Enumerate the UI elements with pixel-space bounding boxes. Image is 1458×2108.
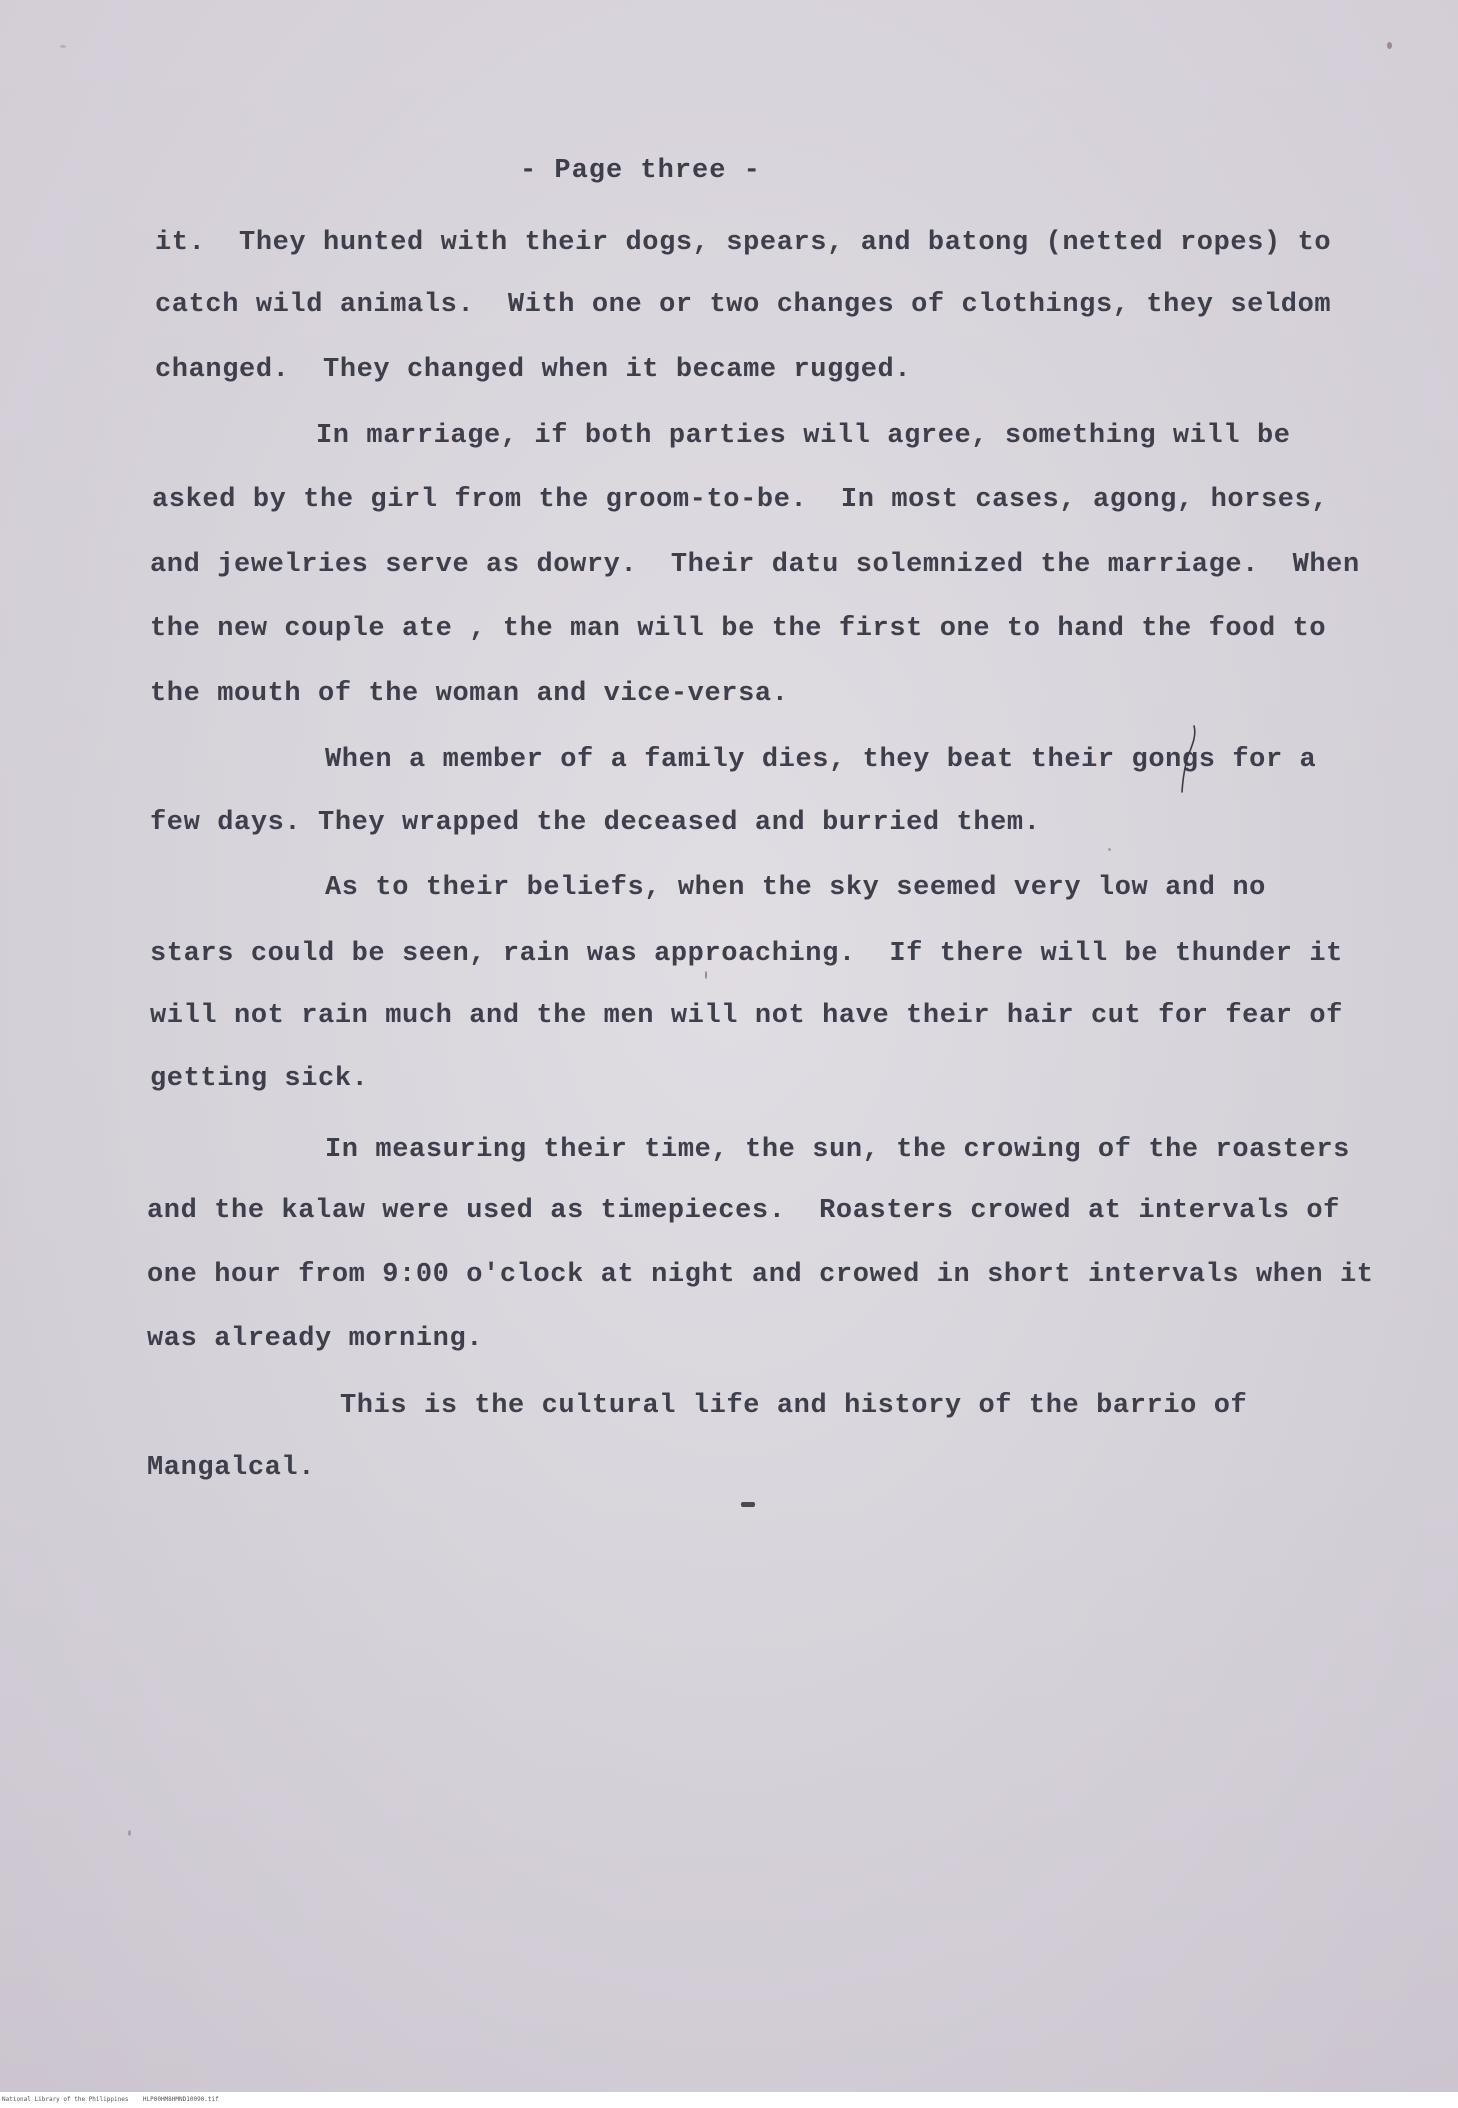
paper-speck [705,971,707,979]
text-line: the new couple ate , the man will be the first one to hand the food to [150,614,1327,644]
text-line: This is the cultural life and history of the barrio of [340,1391,1248,1421]
page-title: - Page three - [520,156,761,186]
text-line: stars could be seen, rain was approaching. If there will be thunder it [150,939,1343,969]
stray-mark [741,1502,755,1507]
text-line: the mouth of the woman and vice-versa. [150,679,789,709]
text-line: In marriage, if both parties will agree, something will be [316,421,1291,451]
text-line: will not rain much and the men will not have their hair cut for fear of [150,1001,1343,1031]
text-line: Mangalcal. [147,1453,316,1483]
paper-speck [128,1830,131,1836]
text-line: changed. They changed when it became rugged. [155,355,912,385]
paper-speck [60,45,66,48]
paper-speck [1108,848,1111,851]
footer-caption: National Library of the Philippines HLP00HM8HMND10090.tif [2,2096,219,2103]
text-line: was already morning. [147,1324,484,1354]
text-line: and the kalaw were used as timepieces. Roasters crowed at intervals of [147,1196,1340,1226]
text-line: When a member of a family dies, they beat their gongs for a [325,745,1317,775]
paper-speck [1387,42,1392,49]
text-line: it. They hunted with their dogs, spears, and batong (netted ropes) to [155,228,1332,258]
text-line: getting sick. [150,1064,369,1094]
text-line: and jewelries serve as dowry. Their datu solemnized the marriage. When [150,550,1360,580]
text-line: asked by the girl from the groom-to-be. In most cases, agong, horses, [152,485,1329,515]
pen-mark-icon [1179,724,1199,796]
text-line: catch wild animals. With one or two changes of clothings, they seldom [155,290,1332,320]
text-line: In measuring their time, the sun, the crowing of the roasters [325,1135,1350,1165]
text-line: one hour from 9:00 o'clock at night and crowed in short intervals when it [147,1260,1374,1290]
text-line: few days. They wrapped the deceased and burried them. [150,808,1041,838]
text-line: As to their beliefs, when the sky seemed very low and no [325,873,1266,903]
